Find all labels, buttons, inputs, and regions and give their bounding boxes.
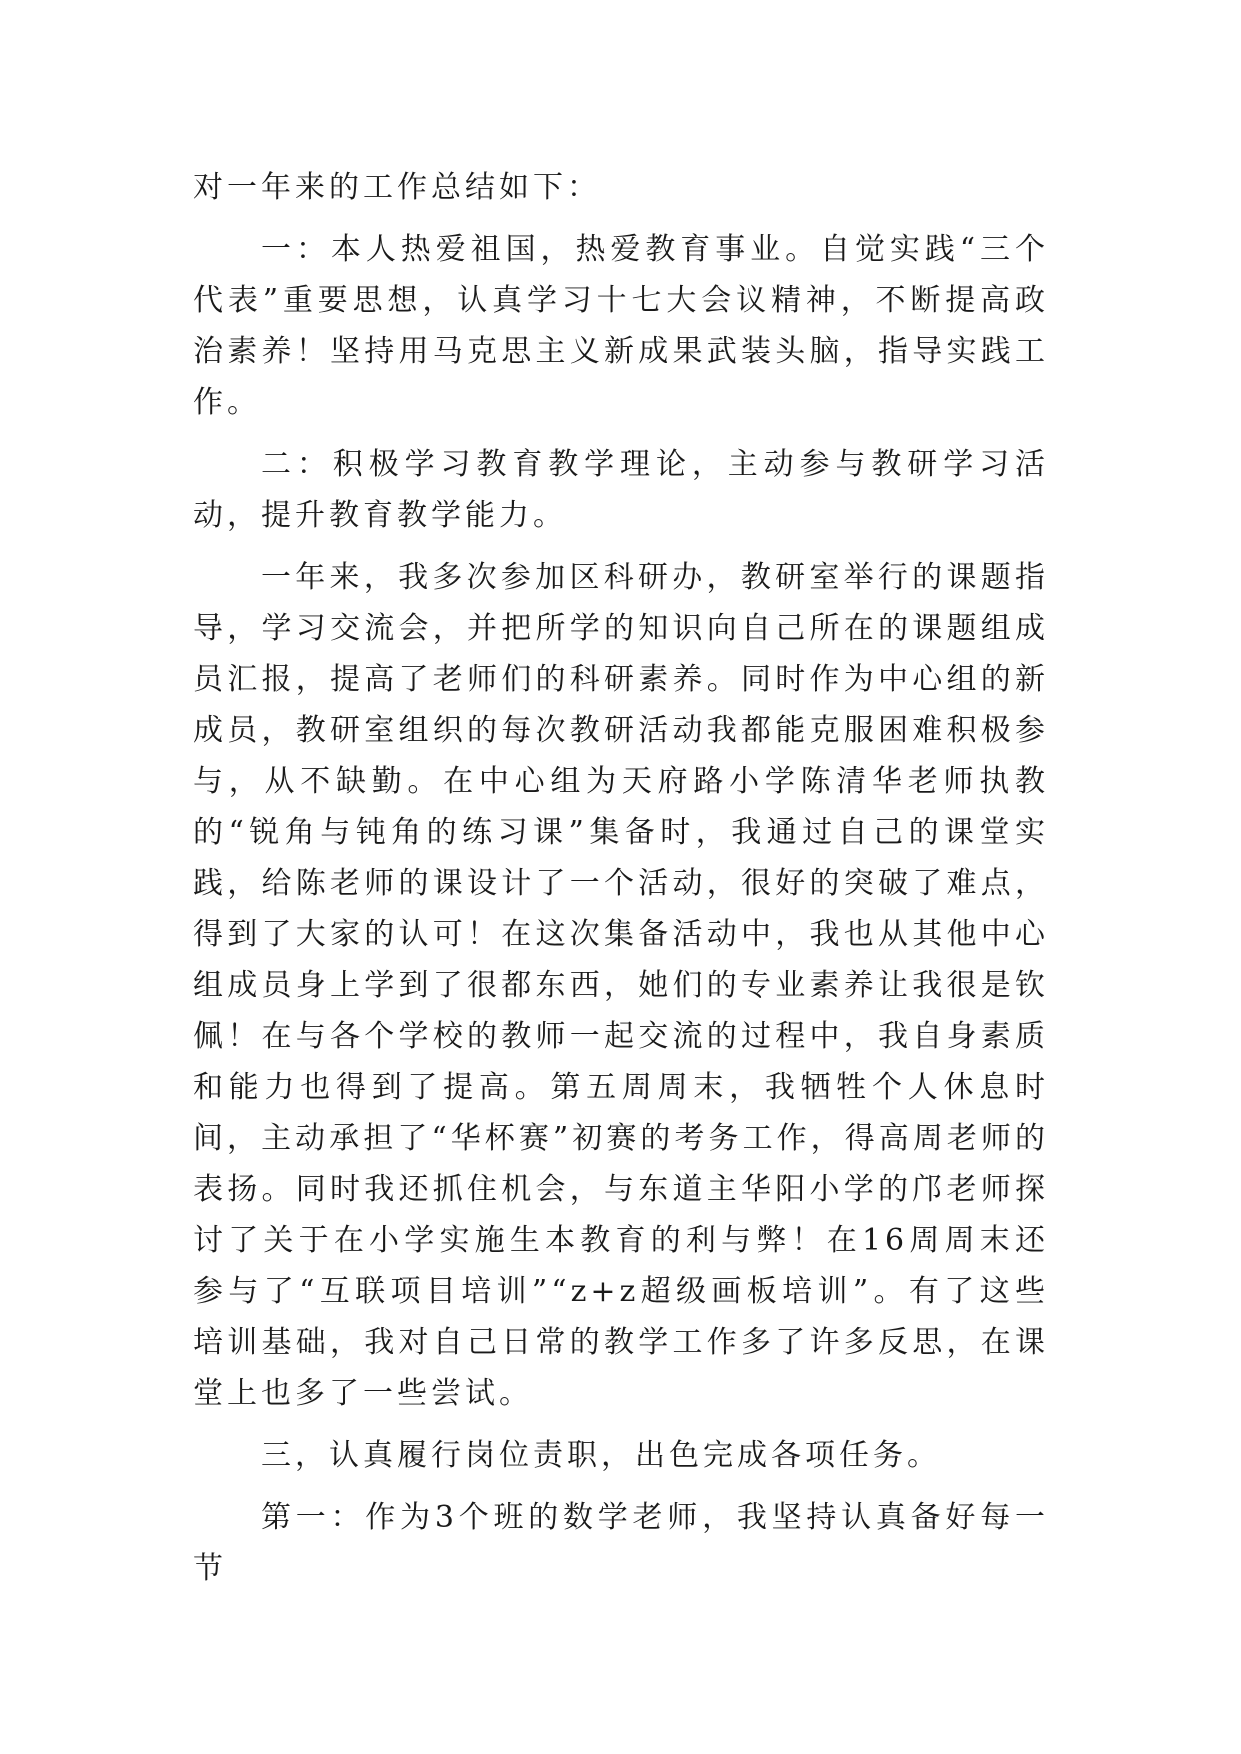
paragraph-intro: 对一年来的工作总结如下： — [193, 170, 601, 205]
paragraph-first-item: 第一：作为3个班的数学老师，我坚持认真备好每一节 — [193, 1500, 1049, 1586]
document-body — [193, 162, 1049, 1594]
paragraph-point-one: 一：本人热爱祖国，热爱教育事业。自觉实践“三个代表”重要思想，认真学习十七大会议精神，不断提高政治素养！坚持用马克思主义新成果武装头脑，指导实践工作。 — [193, 232, 1049, 420]
paragraph-point-two: 二：积极学习教育教学理论，主动参与教研学习活动，提升教育教学能力。 — [193, 447, 1049, 533]
paragraph-year-review: 一年来，我多次参加区科研办，教研室举行的课题指导，学习交流会，并把所学的知识向自己所在的课题组成员汇报，提高了老师们的科研素养。同时作为中心组的新成员，教研室组织的每次教研活动我都能克服困难积极参与，从不缺勤。在中心组为天府路小学陈清华老师执教的“锐角与钝角的练习课”集备时，我通过自己的课堂实践，给陈老师的课设计了一个活动，很好的突破了难点，得到了大家的认可！在这次集备活动中，我也从其他中心组成员身上学到了很都东西，她们的专业素养让我很是钦佩！在与各个学校的教师一起交流的过程中，我自身素质和能力也得到了提高。第五周周末，我牺牲个人休息时间，主动承担了“华杯赛”初赛的考务工作，得高周老师的表扬。同时我还抓住机会，与东道主华阳小学的邝老师探讨了关于在小学实施生本教育的利与弊！在16周周末还参与了“互联项目培训”“z+z超级画板培训”。有了这些培训基础，我对自己日常的教学工作多了许多反思，在课堂上也多了一些尝试。 — [193, 560, 1049, 1411]
paragraph-point-three: 三，认真履行岗位责职，出色完成各项任务。 — [261, 1438, 941, 1473]
